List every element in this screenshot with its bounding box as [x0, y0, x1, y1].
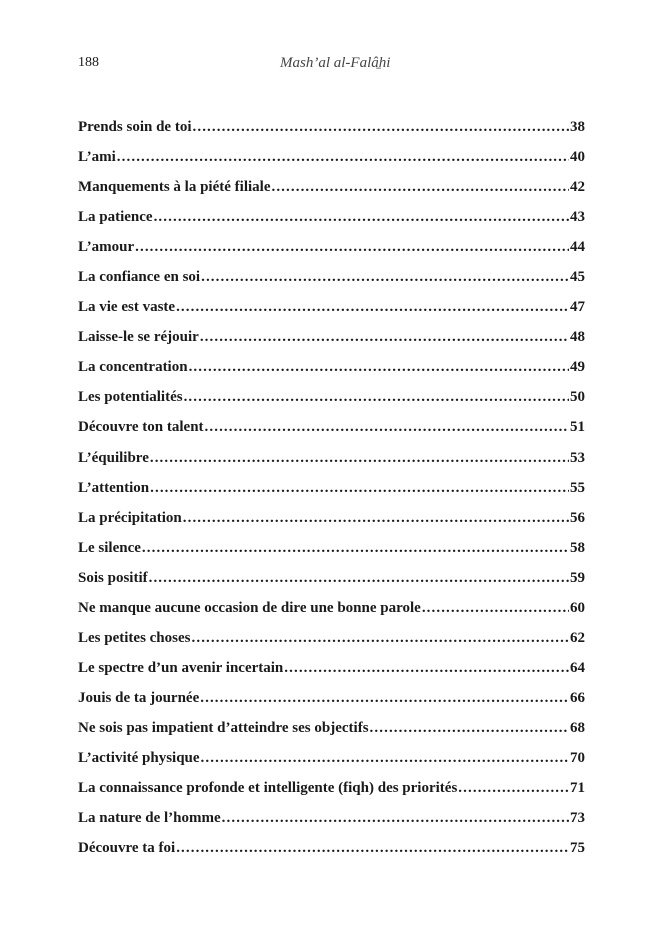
toc-entry-page: 62 [570, 629, 585, 646]
toc-entry-title: L’attention [78, 479, 150, 496]
toc-entry[interactable] [78, 840, 585, 870]
toc-entry[interactable] [78, 209, 585, 239]
table-of-contents [78, 119, 585, 870]
dot-leader [183, 510, 569, 527]
toc-entry[interactable] [78, 149, 585, 179]
dot-leader [142, 540, 569, 557]
dot-leader [271, 179, 569, 196]
dot-leader [193, 119, 570, 136]
toc-entry-title: Le spectre d’un avenir incertain [78, 659, 284, 676]
toc-entry-title: L’ami [78, 149, 116, 166]
toc-entry[interactable] [78, 450, 585, 480]
dot-leader [222, 810, 569, 827]
toc-entry[interactable] [78, 269, 585, 299]
dot-leader [135, 239, 569, 256]
toc-entry-page: 53 [570, 449, 585, 466]
toc-entry[interactable] [78, 239, 585, 269]
toc-entry-page: 66 [570, 689, 585, 706]
toc-entry-title: Les potentialités [78, 389, 183, 406]
running-title: Mash’al al-Falâ̱hi [280, 55, 391, 71]
page-header [78, 55, 585, 75]
page-number: 188 [78, 55, 99, 70]
toc-entry-title: L’activité physique [78, 749, 200, 766]
toc-entry-page: 48 [570, 329, 585, 346]
toc-entry-page: 45 [570, 269, 585, 286]
dot-leader [201, 269, 569, 286]
toc-entry-page: 55 [570, 479, 585, 496]
toc-entry-title: Prends soin de toi [78, 119, 192, 135]
dot-leader [176, 840, 569, 857]
toc-entry[interactable] [78, 750, 585, 780]
dot-leader [284, 660, 569, 677]
toc-entry[interactable] [78, 359, 585, 389]
toc-entry-page: 68 [570, 719, 585, 736]
dot-leader [458, 780, 569, 797]
toc-entry-page: 59 [570, 569, 585, 586]
toc-entry-title: Sois positif [78, 569, 148, 586]
toc-entry-title: La concentration [78, 359, 188, 376]
toc-entry[interactable] [78, 600, 585, 630]
toc-entry[interactable] [78, 660, 585, 690]
toc-entry-title: La nature de l’homme [78, 810, 221, 827]
toc-entry-page: 40 [570, 149, 585, 166]
toc-entry-title: La connaissance profonde et intelligente (fiqh) des priorités [78, 780, 458, 797]
toc-entry-title: Jouis de ta journée [78, 689, 200, 706]
toc-entry[interactable] [78, 389, 585, 419]
toc-entry-page: 73 [570, 810, 585, 827]
toc-entry-page: 43 [570, 209, 585, 226]
toc-entry[interactable] [78, 720, 585, 750]
toc-entry-page: 75 [570, 840, 585, 857]
toc-entry-page: 70 [570, 749, 585, 766]
toc-entry-title: Découvre ton talent [78, 419, 204, 436]
toc-entry-page: 50 [570, 389, 585, 406]
toc-entry[interactable] [78, 780, 585, 810]
dot-leader [370, 720, 569, 737]
toc-entry-title: La patience [78, 209, 153, 226]
toc-entry-page: 42 [570, 179, 585, 196]
dot-leader [422, 600, 569, 617]
dot-leader [205, 419, 569, 436]
toc-entry-page: 58 [570, 539, 585, 556]
toc-entry-title: Le silence [78, 539, 141, 556]
dot-leader [200, 329, 569, 346]
toc-entry[interactable] [78, 540, 585, 570]
dot-leader [189, 359, 569, 376]
dot-leader [150, 450, 569, 467]
dot-leader [117, 149, 569, 166]
toc-entry-title: La confiance en soi [78, 269, 201, 286]
toc-entry-title: La précipitation [78, 509, 182, 526]
toc-entry-page: 44 [570, 239, 585, 256]
toc-entry[interactable] [78, 419, 585, 449]
dot-leader [176, 299, 569, 316]
toc-entry-page: 56 [570, 509, 585, 526]
dot-leader [201, 750, 569, 767]
toc-entry[interactable] [78, 630, 585, 660]
toc-entry-title: Ne sois pas impatient d’atteindre ses objectifs [78, 719, 369, 736]
toc-entry-page: 60 [570, 599, 585, 616]
toc-entry[interactable] [78, 329, 585, 359]
toc-entry-title: Découvre ta foi [78, 840, 176, 857]
toc-entry-title: Ne manque aucune occasion de dire une bonne parole [78, 599, 421, 616]
dot-leader [149, 570, 569, 587]
toc-entry[interactable] [78, 570, 585, 600]
toc-entry[interactable] [78, 480, 585, 510]
toc-entry[interactable] [78, 510, 585, 540]
dot-leader [154, 209, 569, 226]
toc-entry-title: L’amour [78, 239, 135, 256]
toc-entry[interactable] [78, 810, 585, 840]
toc-entry-page: 38 [570, 119, 585, 135]
toc-entry-page: 49 [570, 359, 585, 376]
toc-entry-title: Manquements à la piété filiale [78, 179, 271, 196]
toc-entry[interactable] [78, 179, 585, 209]
toc-entry-page: 64 [570, 659, 585, 676]
toc-entry-title: Les petites choses [78, 629, 191, 646]
toc-entry[interactable] [78, 690, 585, 720]
dot-leader [192, 630, 570, 647]
toc-entry-page: 47 [570, 299, 585, 316]
dot-leader [184, 389, 569, 406]
toc-entry-page: 51 [570, 419, 585, 436]
toc-entry[interactable] [78, 119, 585, 149]
toc-entry-page: 71 [570, 780, 585, 797]
toc-entry-title: Laisse-le se réjouir [78, 329, 199, 346]
dot-leader [200, 690, 569, 707]
dot-leader [150, 480, 569, 497]
toc-entry-title: L’équilibre [78, 449, 149, 466]
toc-entry-title: La vie est vaste [78, 299, 176, 316]
toc-entry[interactable] [78, 299, 585, 329]
